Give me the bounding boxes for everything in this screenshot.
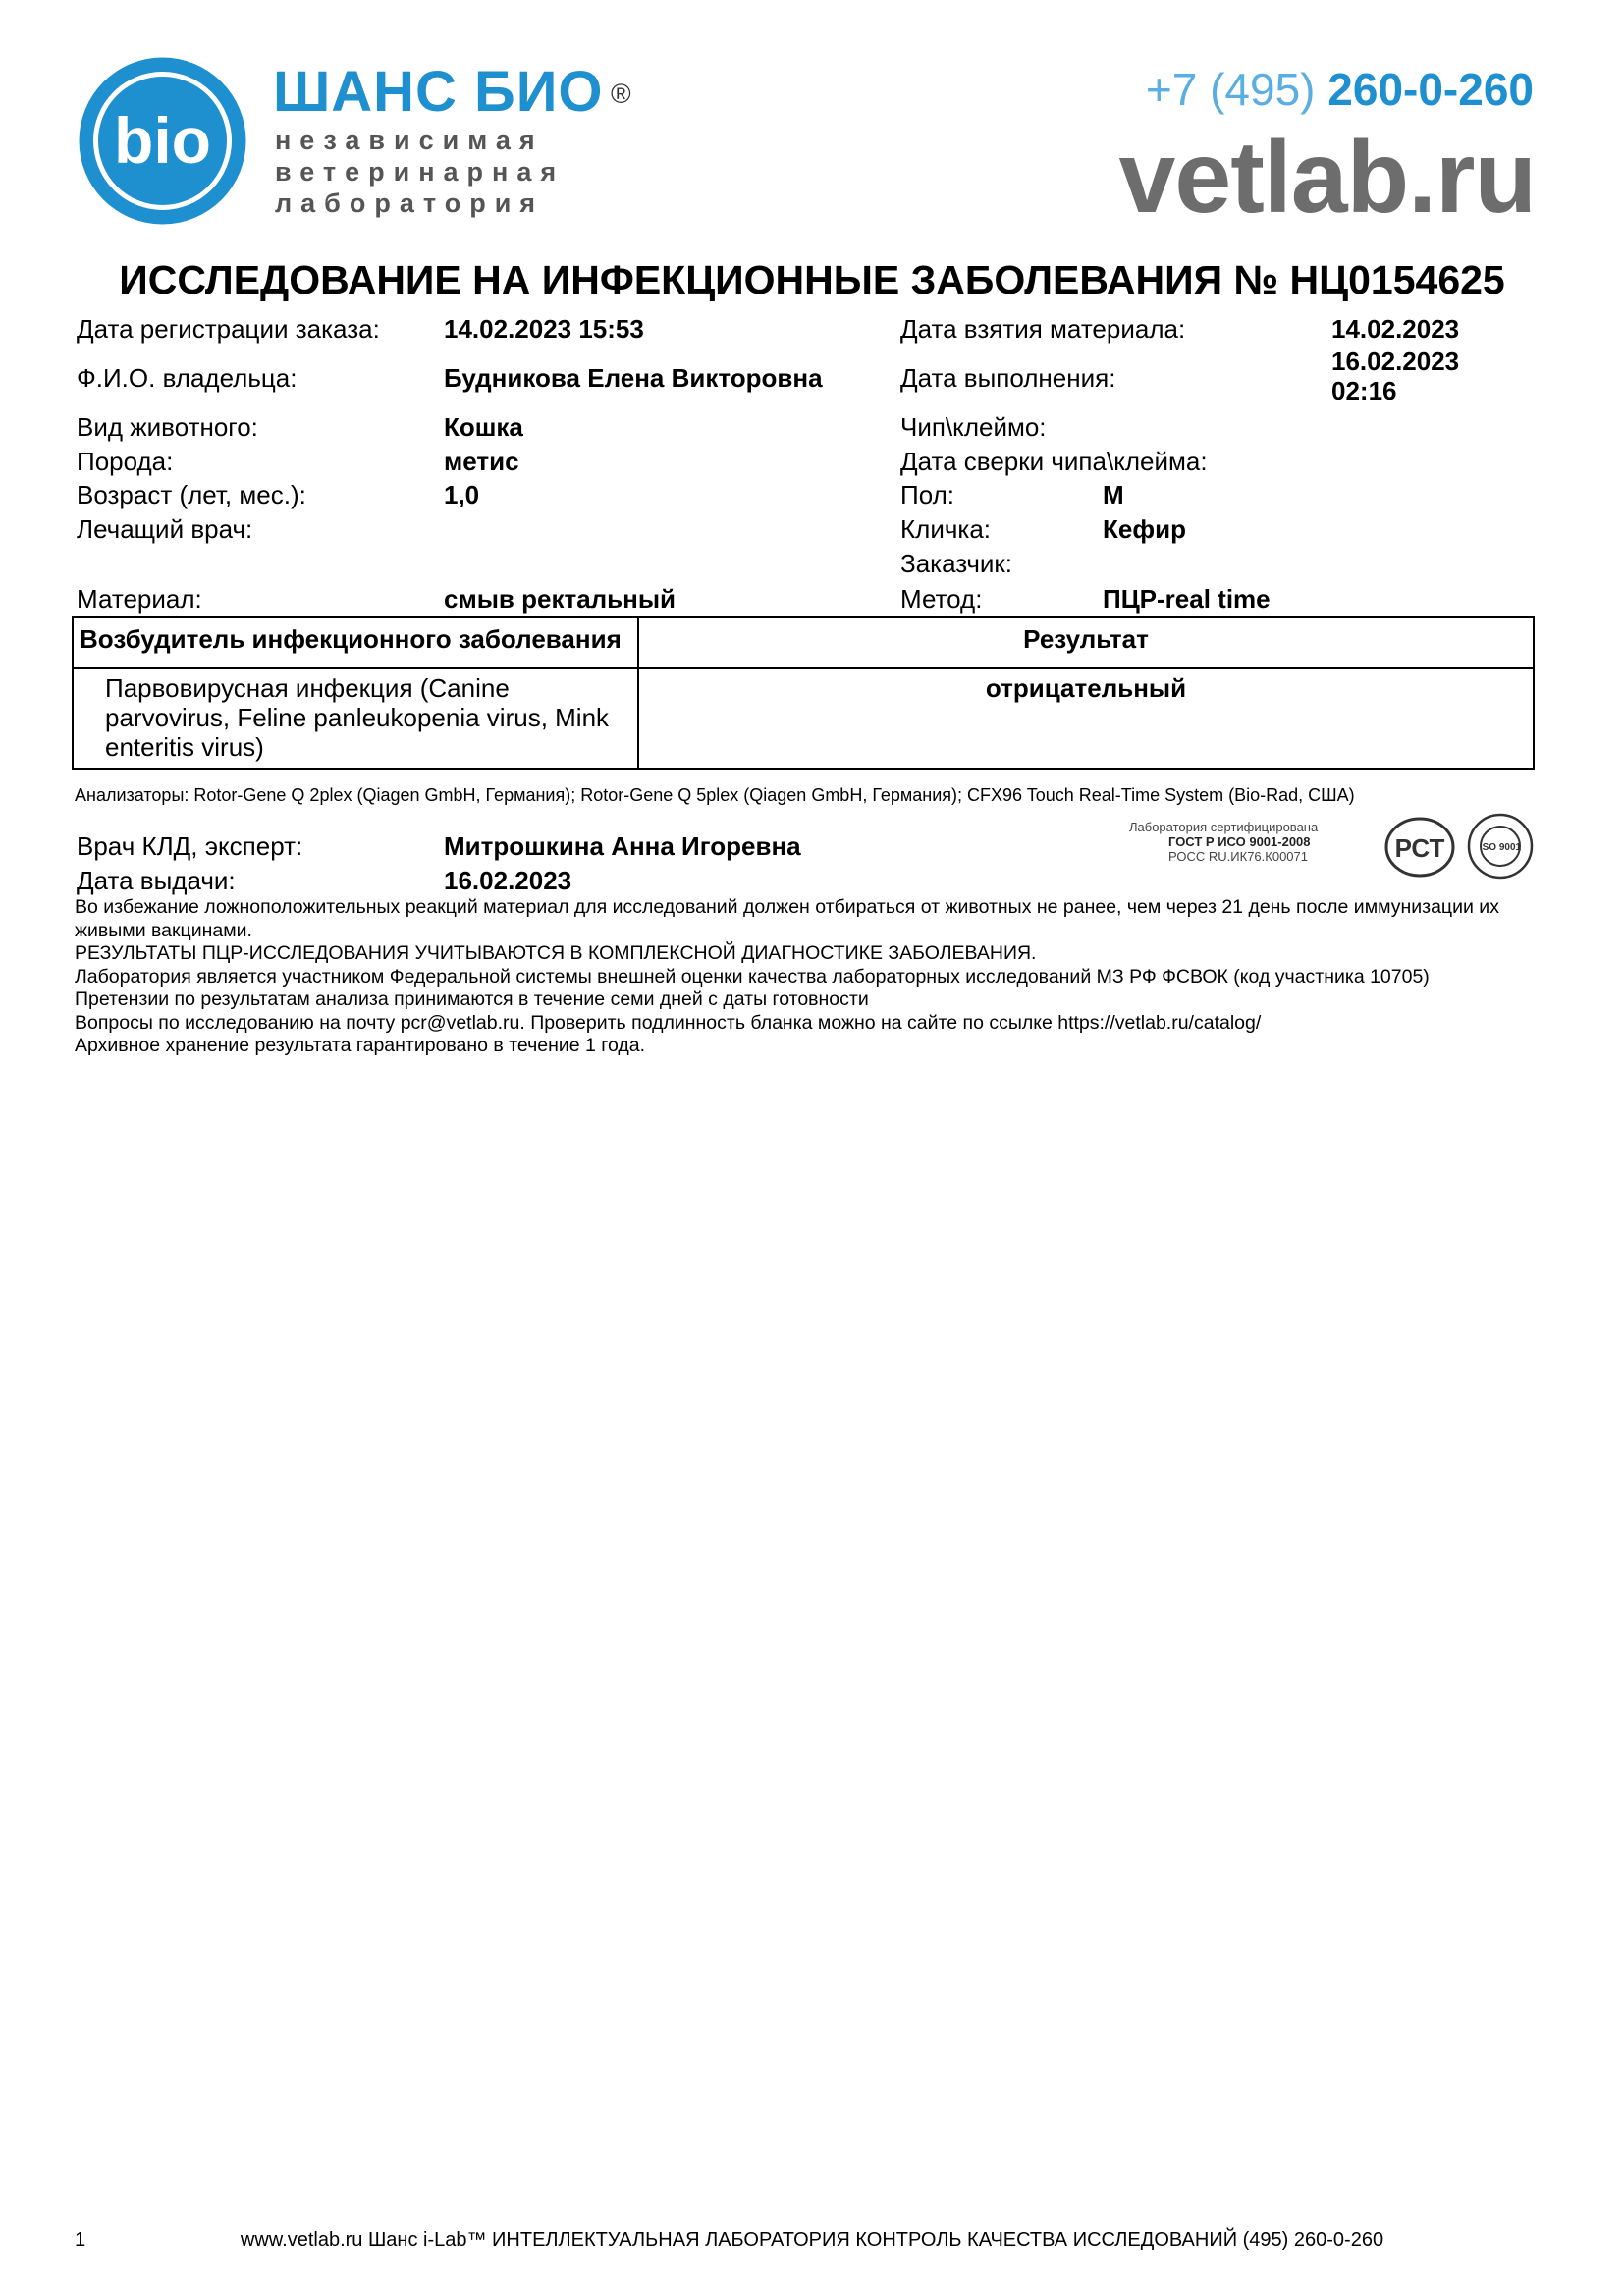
- chip-label: Чип\клеймо:: [900, 412, 1047, 442]
- customer-label: Заказчик:: [900, 549, 1013, 578]
- issue-date-label: Дата выдачи:: [77, 866, 236, 895]
- cert-line: ГОСТ Р ИСО 9001-2008: [1168, 834, 1311, 849]
- chip-check-label: Дата сверки чипа\клейма:: [900, 447, 1208, 476]
- brand-subtitle-line: лаборатория: [275, 188, 545, 218]
- sex-value: М: [1103, 480, 1124, 509]
- lab-website: vetlab.ru: [1118, 121, 1536, 235]
- nickname-label: Кличка:: [900, 514, 992, 544]
- page-number: 1: [75, 2229, 86, 2251]
- brand-subtitle-line: независимая: [275, 126, 544, 155]
- expert-value: Митрошкина Анна Игоревна: [444, 831, 801, 861]
- phone-prefix: +7 (495): [1145, 64, 1328, 115]
- note-line: Архивное хранение результата гарантировано в течение 1 года.: [75, 1035, 646, 1056]
- brand-registered-mark: ®: [611, 79, 631, 109]
- brand-name: ШАНС БИО: [273, 60, 604, 124]
- doctor-label: Лечащий врач:: [77, 514, 253, 544]
- sample-date-value: 14.02.2023: [1331, 314, 1460, 344]
- result-cell: отрицательный: [638, 668, 1534, 769]
- brand-subtitle-line: ветеринарная: [275, 157, 566, 187]
- cert-line: Лаборатория сертифицирована: [1129, 820, 1319, 834]
- table-row: [73, 668, 1534, 769]
- footer-text: www.vetlab.ru Шанс i-Lab™ ИНТЕЛЛЕКТУАЛЬНАЯ ЛАБОРАТОРИЯ КОНТРОЛЬ КАЧЕСТВА ИССЛЕДОВАНИЙ (495) 260-0-260: [240, 2229, 1384, 2251]
- breed-value: метис: [444, 447, 519, 476]
- expert-label: Врач КЛД, эксперт:: [77, 831, 303, 861]
- sex-label: Пол:: [900, 480, 954, 509]
- certification-text: [1129, 820, 1318, 864]
- done-date-label: Дата выполнения:: [900, 363, 1116, 393]
- note-line: РЕЗУЛЬТАТЫ ПЦР-ИССЛЕДОВАНИЯ УЧИТЫВАЮТСЯ В КОМПЛЕКСНОЙ ДИАГНОСТИКЕ ЗАБОЛЕВАНИЯ.: [75, 942, 1037, 964]
- iso-logo-text: ISO 9001: [1479, 842, 1522, 853]
- reg-date-label: Дата регистрации заказа:: [77, 314, 380, 344]
- age-value: 1,0: [444, 480, 480, 509]
- cert-line: РОСС RU.ИК76.К00071: [1168, 849, 1308, 864]
- pathogen-cell: Парвовирусная инфекция (Canine parvovirus, Feline panleukopenia virus, Mink enteritis virus): [73, 668, 638, 769]
- note-line: Претензии по результатам анализа принимаются в течение семи дней с даты готовности: [75, 988, 869, 1010]
- lab-phone: [1146, 63, 1534, 116]
- note-line: Вопросы по исследованию на почту pcr@vetlab.ru. Проверить подлинность бланка можно на сайте по ссылке https://vetlab.ru/catalog/: [75, 1011, 1262, 1034]
- method-label: Метод:: [900, 584, 983, 614]
- done-date-value: 16.02.2023 02:16: [1331, 347, 1460, 405]
- pathogen-column-header: Возбудитель инфекционного заболевания: [73, 617, 638, 668]
- analyzers-note: Анализаторы: Rotor-Gene Q 2plex (Qiagen GmbH, Германия); Rotor-Gene Q 5plex (Qiagen GmbH, Германия); CFX96 Touch Real-Time System (Bio-Rad, США): [75, 785, 1355, 805]
- owner-label: Ф.И.О. владельца:: [77, 363, 298, 393]
- iso-certification-logo: [1467, 813, 1534, 880]
- age-label: Возраст (лет, мес.):: [77, 480, 306, 509]
- species-label: Вид животного:: [77, 412, 258, 442]
- bio-logo-text: bio: [114, 104, 211, 177]
- rst-logo-text: РСТ: [1394, 833, 1445, 863]
- notes-block: [75, 896, 1547, 1058]
- table-header-row: [73, 617, 1534, 668]
- nickname-value: Кефир: [1103, 514, 1186, 544]
- rst-certification-logo: [1384, 817, 1455, 878]
- material-value: смыв ректальный: [444, 584, 677, 614]
- bio-logo: [77, 55, 248, 227]
- reg-date-value: 14.02.2023 15:53: [444, 314, 644, 344]
- phone-number: 260-0-260: [1327, 64, 1534, 115]
- document-title: ИССЛЕДОВАНИЕ НА ИНФЕКЦИОННЫЕ ЗАБОЛЕВАНИЯ № НЦ0154625: [119, 257, 1505, 302]
- species-value: Кошка: [444, 412, 523, 442]
- results-table: [72, 616, 1535, 770]
- note-line: Во избежание ложноположительных реакций материал для исследований должен отбираться от животных не ранее, чем через 21 день после иммунизации их живыми вакцинами.: [75, 896, 1499, 941]
- breed-label: Порода:: [77, 447, 174, 476]
- issue-date-value: 16.02.2023: [444, 866, 572, 895]
- sample-date-label: Дата взятия материала:: [900, 314, 1186, 344]
- result-column-header: Результат: [638, 617, 1534, 668]
- note-line: Лаборатория является участником Федеральной системы внешней оценки качества лабораторных исследований МЗ РФ ФСВОК (код участника 10705): [75, 965, 1430, 988]
- owner-value: Будникова Елена Викторовна: [444, 363, 823, 393]
- material-label: Материал:: [77, 584, 202, 614]
- method-value: ПЦР-real time: [1103, 584, 1271, 614]
